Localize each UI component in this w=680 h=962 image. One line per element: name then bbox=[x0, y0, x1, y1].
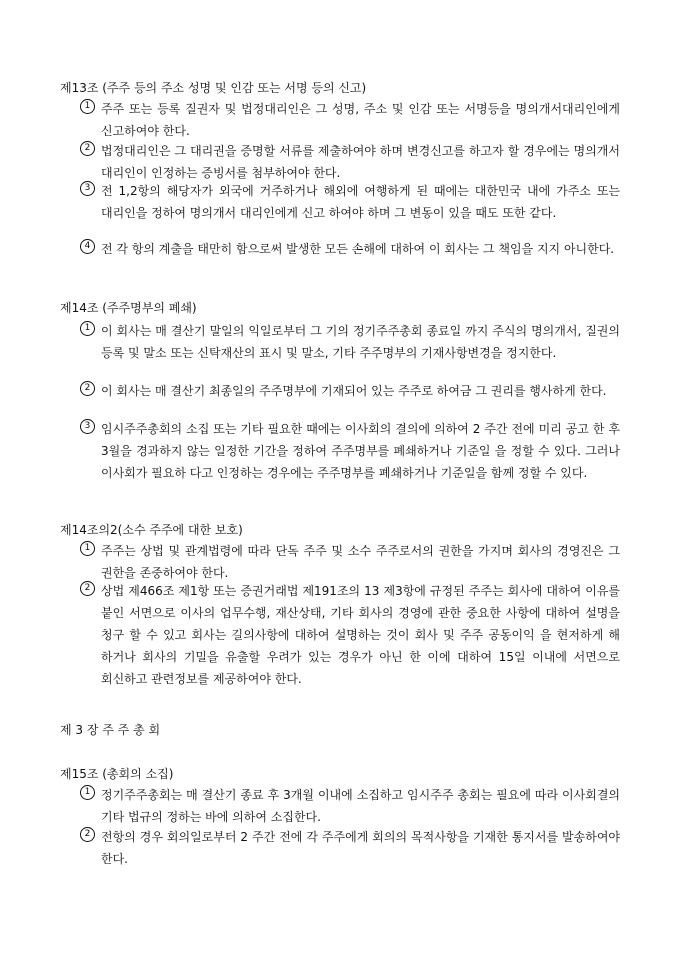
circled-number-1: 1 bbox=[80, 785, 95, 800]
circled-number-4: 4 bbox=[80, 239, 95, 254]
article-13-item-3 bbox=[80, 180, 620, 224]
article-13-item-3-text: 전 1,2항의 해당자가 외국에 거주하거나 해외에 여행하게 된 때에는 대한민국 내에 가주소 또는 대리인을 정하여 명의개서 대리인에게 신고 하여야 하며 그 변동이 있을 때도 또한 같다. bbox=[101, 184, 620, 220]
article-14-heading: 제14조 (주주명부의 폐쇄) bbox=[60, 301, 197, 315]
article-15-item-2 bbox=[80, 826, 620, 870]
article-15-heading: 제15조 (총회의 소집) bbox=[60, 767, 174, 781]
article-14-2-item-2 bbox=[80, 580, 620, 690]
circled-number-3: 3 bbox=[80, 181, 95, 196]
article-13-item-2-text: 법정대리인은 그 대리권을 증명할 서류를 제출하여야 하며 변경신고를 하고자 할 경우에는 명의개서 대리인이 인정하는 증빙서를 첨부하여야 한다. bbox=[101, 144, 620, 180]
circled-number-2: 2 bbox=[80, 141, 95, 156]
article-14-2-heading: 제14조의2(소수 주주에 대한 보호) bbox=[60, 523, 243, 537]
article-13-item-1 bbox=[80, 98, 620, 142]
article-15-item-1 bbox=[80, 784, 620, 828]
article-13-heading: 제13조 (주주 등의 주소 성명 및 인감 또는 서명 등의 신고) bbox=[60, 81, 367, 95]
article-13-item-2 bbox=[80, 140, 620, 184]
article-14-item-2-text: 이 회사는 매 결산기 최종일의 주주명부에 기재되어 있는 주주로 하여금 그 권리를 행사하게 한다. bbox=[101, 384, 607, 398]
article-14-item-1-text: 이 회사는 매 결산기 말일의 익일로부터 그 기의 정기주주총회 종료일 까지 주식의 명의개서, 질권의 등록 및 말소 또는 신탁재산의 표시 및 말소, 기타 주주명부의 기재사항변경을 정지한다. bbox=[101, 324, 620, 360]
article-14-2-item-1 bbox=[80, 540, 620, 584]
article-13-item-4-text: 전 각 항의 계출을 태만히 함으로써 발생한 모든 손해에 대하여 이 회사는 그 책임을 지지 아니한다. bbox=[101, 242, 615, 256]
circled-number-1: 1 bbox=[80, 99, 95, 114]
article-14-2-item-1-text: 주주는 상법 및 관계법령에 따라 단독 주주 및 소수 주주로서의 권한을 가지며 회사의 경영진은 그 권한을 존중하여야 한다. bbox=[101, 544, 620, 580]
article-14-item-1 bbox=[80, 320, 620, 364]
article-15-item-2-text: 전항의 경우 회의일로부터 2 주간 전에 각 주주에게 회의의 목적사항을 기재한 통지서를 발송하여야 한다. bbox=[101, 830, 620, 866]
article-14-item-2 bbox=[80, 380, 620, 402]
article-14-2-item-2-text: 상법 제466조 제1항 또는 증권거래법 제191조의 13 제3항에 규정된 주주는 회사에 대하여 이유를 붙인 서면으로 이사의 업무수행, 재산상태, 기타 회사의 경영에 관한 중요한 사항에 대하여 설명을 청구 할 수 있고 회사는 길의사항에 대하여 설명하는 것이 회사 및 주주 공동이익 을 현저하게 해 하거나 회사의 기밀을 유출할 우려가 있는 경우가 아닌 한 이에 대하여 15일 이내에 서면으로 회신하고 관련정보를 제공하여야 한다. bbox=[101, 584, 620, 686]
article-15-item-1-text: 정기주주총회는 매 결산기 종료 후 3개월 이내에 소집하고 임시주주 총회는 필요에 따라 이사회결의 기타 법규의 정하는 바에 의하여 소집한다. bbox=[101, 788, 620, 824]
article-14-item-3 bbox=[80, 418, 620, 484]
circled-number-2: 2 bbox=[80, 827, 95, 842]
circled-number-2: 2 bbox=[80, 581, 95, 596]
circled-number-1: 1 bbox=[80, 541, 95, 556]
circled-number-1: 1 bbox=[80, 321, 95, 336]
article-14-item-3-text: 임시주주총회의 소집 또는 기타 필요한 때에는 이사회의 결의에 의하여 2 주간 전에 미리 공고 한 후 3월을 경과하지 않는 일정한 기간을 정하여 주주명부를 폐쇄하거나 기준일 을 정할 수 있다. 그러나 이사회가 필요하 다고 인정하는 경우에는 주주명부를 폐쇄하거나 기준일을 함께 정할 수 있다. bbox=[101, 422, 620, 480]
chapter-3-heading: 제 3 장 주 주 총 회 bbox=[60, 723, 161, 737]
circled-number-2: 2 bbox=[80, 381, 95, 396]
article-13-item-4 bbox=[80, 238, 620, 260]
circled-number-3: 3 bbox=[80, 419, 95, 434]
article-13-item-1-text: 주주 또는 등록 질권자 및 법정대리인은 그 성명, 주소 및 인감 또는 서명등을 명의개서대리인에게 신고하여야 한다. bbox=[101, 102, 620, 138]
